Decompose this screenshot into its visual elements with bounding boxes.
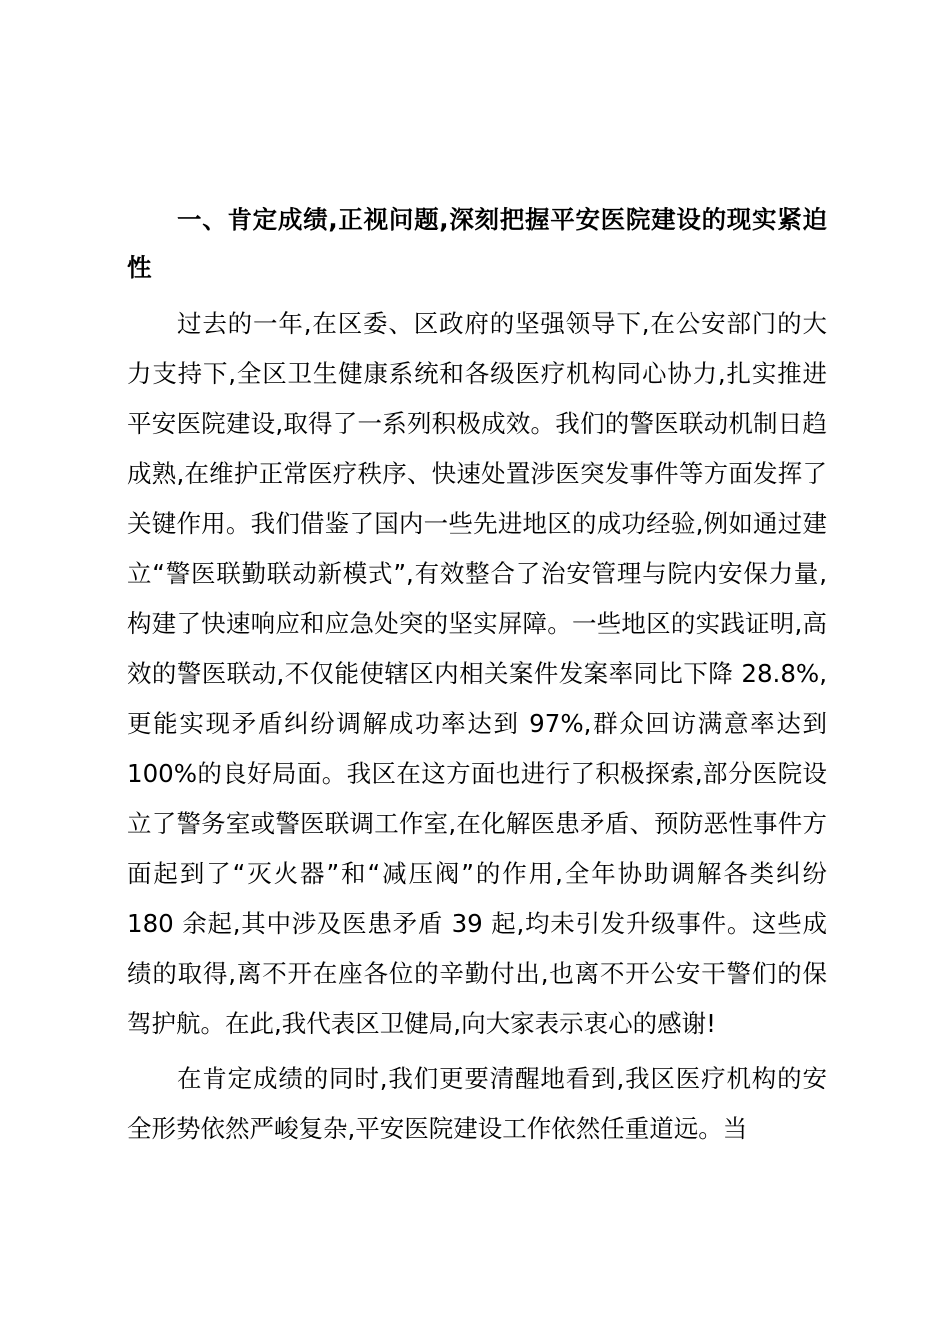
heading-spacer <box>127 292 827 299</box>
document-body <box>127 196 827 1154</box>
section-heading: 一、肯定成绩,正视问题,深刻把握平安医院建设的现实紧迫性 <box>127 205 827 282</box>
paragraph-achievements: 过去的一年,在区委、区政府的坚强领导下,在公安部门的大力支持下,全区卫生健康系统和各级医疗机构同心协力,扎实推进平安医院建设,取得了一系列积极成效。我们的警医联动机制日趋成熟,在维护正常医疗秩序、快速处置涉医突发事件等方面发挥了关键作用。我们借鉴了国内一些先进地区的成功经验,例如通过建立“警医联勤联动新模式”,有效整合了治安管理与院内安保力量,构建了快速响应和应急处突的坚实屏障。一些地区的实践证明,高效的警医联动,不仅能使辖区内相关案件发案率同比下降 28.8%,更能实现矛盾纠纷调解成功率达到 97%,群众回访满意率达到 100%的良好局面。我区在这方面也进行了积极探索,部分医院设立了警务室或警医联调工作室,在化解医患矛盾、预防恶性事件方面起到了“灭火器”和“减压阀”的作用,全年协助调解各类纠纷 180 余起,其中涉及医患矛盾 39 起,均未引发升级事件。这些成绩的取得,离不开在座各位的辛勤付出,也离不开公安干警们的保驾护航。在此,我代表区卫健局,向大家表示衷心的感谢! <box>127 309 827 1038</box>
paragraph-challenges: 在肯定成绩的同时,我们更要清醒地看到,我区医疗机构的安全形势依然严峻复杂,平安医院建设工作依然任重道远。当 <box>127 1064 827 1143</box>
